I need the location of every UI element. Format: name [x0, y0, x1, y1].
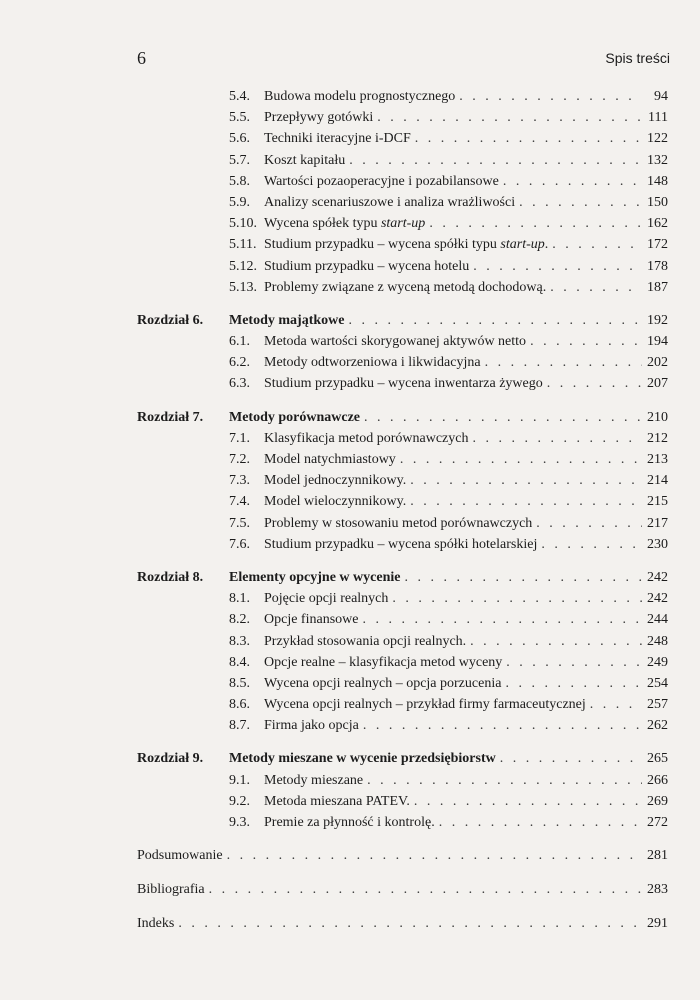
- entry-number: 5.6.: [229, 131, 250, 147]
- entry-number: 5.12.: [229, 258, 257, 274]
- dot-leader: [506, 652, 642, 673]
- chapter-heading[interactable]: [137, 407, 668, 428]
- entry-title: [264, 631, 466, 652]
- entry-number: 9.3.: [229, 815, 250, 830]
- entry-title: [264, 791, 410, 812]
- entry-title: [264, 673, 501, 694]
- entry-page: 132: [647, 152, 668, 168]
- entry-page: 150: [647, 194, 668, 210]
- running-head: Spis treści: [605, 50, 670, 66]
- toc-entry[interactable]: [137, 694, 668, 715]
- entry-number: 5.8.: [229, 173, 250, 189]
- entry-title-text: Wartości pozaoperacyjne i pozabilansowe: [264, 173, 499, 189]
- dot-leader: [348, 310, 642, 331]
- entry-title-text: Techniki iteracyjne i-DCF: [264, 131, 411, 147]
- entry-number: 6.3.: [229, 376, 250, 392]
- entry-number: 7.1.: [229, 430, 250, 446]
- dot-leader: [227, 845, 642, 867]
- dot-leader: [530, 331, 642, 352]
- entry-page: 111: [648, 110, 668, 126]
- table-of-contents: [137, 86, 668, 947]
- back-matter-title: Podsumowanie: [137, 848, 223, 864]
- toc-entry[interactable]: [137, 234, 668, 255]
- dot-leader: [590, 694, 642, 715]
- entry-title-text: Analizy scenariuszowe i analiza wrażliwości: [264, 194, 516, 210]
- toc-entry[interactable]: [137, 609, 668, 630]
- entry-page: 242: [647, 591, 668, 607]
- toc-entry[interactable]: [137, 470, 668, 491]
- chapter-page: 242: [647, 569, 668, 585]
- dot-leader: [349, 150, 642, 171]
- entry-title: [264, 609, 358, 630]
- dot-leader: [415, 128, 642, 149]
- toc-entry[interactable]: [137, 331, 668, 352]
- page-number: 6: [137, 48, 146, 68]
- entry-page: 249: [647, 654, 668, 670]
- entry-title-text: Klasyfikacja metod porównawczych: [264, 430, 469, 446]
- chapter-label: Rozdział 7.: [137, 409, 204, 425]
- entry-number: 5.11.: [229, 237, 257, 253]
- entry-title-text: Metoda wartości skorygowanej aktywów netto: [264, 334, 527, 350]
- chapter-block: [137, 310, 668, 395]
- dot-leader: [404, 567, 642, 588]
- entry-page: 122: [647, 131, 668, 147]
- entry-title-text: Studium przypadku – wycena spółki hotelarskiej: [264, 536, 538, 552]
- entry-title-text: Przepływy gotówki: [264, 110, 374, 126]
- dot-leader: [536, 513, 642, 534]
- entry-number: 8.7.: [229, 718, 250, 734]
- entry-title-text: Opcje finansowe: [264, 612, 359, 628]
- entry-page: 254: [647, 675, 668, 691]
- entry-title: [264, 694, 586, 715]
- dot-leader: [552, 234, 642, 255]
- entry-title: [264, 150, 345, 171]
- entry-title-text: Studium przypadku – wycena inwentarza żywego: [264, 376, 543, 392]
- toc-entry[interactable]: [137, 631, 668, 652]
- chapter-page: 210: [647, 409, 668, 425]
- dot-leader: [410, 491, 642, 512]
- entry-number: 7.6.: [229, 536, 250, 552]
- dot-leader: [519, 192, 642, 213]
- back-matter-title: Bibliografia: [137, 882, 205, 898]
- entry-title: [264, 352, 481, 373]
- entry-title-text: Premie za płynność i kontrolę: [264, 815, 432, 830]
- dot-leader: [178, 913, 642, 935]
- dot-leader: [550, 277, 642, 298]
- entry-title-suffix: .: [402, 473, 407, 489]
- chapter-block: [137, 567, 668, 737]
- entry-title-text: Model natychmiastowy: [264, 452, 396, 467]
- entry-number: 7.3.: [229, 473, 250, 489]
- toc-entry[interactable]: [137, 277, 668, 298]
- chapter-page: 192: [647, 312, 668, 328]
- dot-leader: [414, 791, 642, 812]
- entry-title-text: Model wieloczynnikowy: [264, 494, 403, 510]
- entry-number: 5.13.: [229, 279, 257, 295]
- entry-number: 5.9.: [229, 194, 250, 210]
- back-matter-entry[interactable]: [137, 845, 668, 867]
- dot-leader: [364, 407, 642, 428]
- dot-leader: [541, 534, 642, 555]
- entry-number: 8.6.: [229, 697, 250, 713]
- entry-page: 187: [647, 279, 668, 295]
- toc-entry[interactable]: [137, 491, 668, 512]
- entry-title: [264, 192, 515, 213]
- entry-title: [264, 770, 363, 791]
- entry-title-italic: start-up: [380, 216, 426, 232]
- chapter-block: [137, 86, 668, 298]
- dot-leader: [505, 673, 642, 694]
- dot-leader: [363, 715, 642, 736]
- chapter-label: Rozdział 9.: [137, 751, 204, 767]
- dot-leader: [485, 352, 642, 373]
- entry-page: 248: [647, 633, 668, 649]
- entry-number: 5.4.: [229, 89, 250, 104]
- dot-leader: [503, 171, 642, 192]
- toc-entry[interactable]: [137, 791, 668, 812]
- entry-page: 230: [647, 536, 668, 552]
- entry-page: 162: [647, 216, 668, 232]
- entry-title-suffix: .: [406, 793, 410, 809]
- toc-entry[interactable]: [137, 150, 668, 171]
- entry-title-suffix: .: [402, 494, 407, 510]
- back-matter-block: [137, 879, 668, 901]
- entry-title-text: Koszt kapitału: [264, 152, 346, 168]
- back-matter-page: 291: [647, 916, 668, 932]
- toc-entry[interactable]: [137, 171, 668, 192]
- entry-title: [264, 449, 396, 470]
- entry-title: [264, 652, 502, 673]
- chapter-label: Rozdział 8.: [137, 569, 204, 585]
- entry-title-text: Wycena spółek typu: [264, 216, 381, 232]
- back-matter-block: [137, 913, 668, 935]
- entry-title-text: Model jednoczynnikowy: [264, 473, 403, 489]
- dot-leader: [367, 770, 642, 791]
- toc-entry[interactable]: [137, 352, 668, 373]
- chapter-heading[interactable]: [137, 748, 668, 769]
- toc-entry[interactable]: [137, 86, 668, 107]
- entry-page: 244: [647, 612, 668, 628]
- toc-entry[interactable]: [137, 812, 668, 833]
- entry-title: [264, 428, 468, 449]
- entry-page: 262: [647, 718, 668, 734]
- entry-title: [264, 107, 373, 128]
- entry-title-text: Wycena opcji realnych – przykład firmy farmaceutycznej: [264, 697, 586, 713]
- dot-leader: [377, 107, 642, 128]
- dot-leader: [362, 609, 642, 630]
- dot-leader: [472, 428, 642, 449]
- entry-title-text: Metoda mieszana PATEV: [264, 793, 407, 809]
- entry-page: 214: [647, 473, 668, 489]
- dot-leader: [400, 449, 642, 470]
- entry-page: 272: [647, 815, 668, 830]
- entry-title-text: Metody mieszane: [264, 772, 364, 788]
- entry-title: [264, 588, 388, 609]
- entry-title-text: Budowa modelu prognostycznego: [264, 89, 456, 104]
- entry-number: 8.5.: [229, 675, 250, 691]
- entry-page: 266: [647, 772, 668, 788]
- entry-page: 194: [647, 334, 668, 350]
- entry-page: 202: [647, 355, 668, 371]
- entry-title-text: Opcje realne – klasyfikacja metod wyceny: [264, 654, 503, 670]
- chapter-block: [137, 748, 668, 833]
- chapter-title: Elementy opcyjne w wycenie: [229, 569, 401, 585]
- toc-entry[interactable]: [137, 534, 668, 555]
- entry-number: 8.1.: [229, 591, 250, 607]
- dot-leader: [500, 748, 642, 769]
- toc-entry[interactable]: [137, 673, 668, 694]
- chapter-page: 265: [647, 751, 668, 767]
- entry-title-italic: start-up: [500, 237, 545, 253]
- entry-title: [264, 331, 526, 352]
- entry-number: 5.7.: [229, 152, 250, 168]
- toc-entry[interactable]: [137, 373, 668, 394]
- entry-number: 7.2.: [229, 452, 250, 467]
- dot-leader: [470, 631, 642, 652]
- entry-page: 212: [647, 430, 668, 446]
- entry-number: 6.1.: [229, 334, 250, 350]
- toc-entry[interactable]: [137, 213, 668, 234]
- entry-page: 215: [647, 494, 668, 510]
- entry-page: 213: [647, 452, 668, 467]
- entry-title-text: Metody odtworzeniowa i likwidacyjna: [264, 355, 481, 371]
- entry-title: [264, 213, 425, 234]
- entry-title: [264, 86, 455, 107]
- entry-title: [264, 491, 406, 512]
- toc-entry[interactable]: [137, 107, 668, 128]
- chapter-title: Metody mieszane w wycenie przedsiębiorstw: [229, 751, 496, 767]
- toc-entry[interactable]: [137, 428, 668, 449]
- toc-entry[interactable]: [137, 770, 668, 791]
- chapter-heading[interactable]: [137, 310, 668, 331]
- entry-title: [264, 812, 435, 833]
- toc-entry[interactable]: [137, 513, 668, 534]
- entry-title-text: Wycena opcji realnych – opcja porzucenia: [264, 675, 502, 691]
- entry-number: 8.3.: [229, 633, 250, 649]
- entry-title-suffix: .: [462, 633, 467, 649]
- entry-number: 6.2.: [229, 355, 250, 371]
- dot-leader: [439, 812, 642, 833]
- toc-entry[interactable]: [137, 652, 668, 673]
- entry-title: [264, 256, 469, 277]
- entry-number: 8.2.: [229, 612, 250, 628]
- entry-title: [264, 513, 532, 534]
- entry-title-suffix: .: [542, 279, 547, 295]
- dot-leader: [209, 879, 642, 901]
- dot-leader: [459, 86, 642, 107]
- entry-title-text: Problemy związane z wyceną metodą dochodową: [264, 279, 543, 295]
- dot-leader: [429, 213, 642, 234]
- back-matter-title: Indeks: [137, 916, 175, 932]
- entry-title: [264, 534, 537, 555]
- entry-title: [264, 171, 499, 192]
- toc-entry[interactable]: [137, 192, 668, 213]
- entry-page: 269: [647, 793, 668, 809]
- entry-page: 207: [647, 376, 668, 392]
- entry-number: 8.4.: [229, 654, 250, 670]
- entry-title: [264, 234, 548, 255]
- entry-title-text: Firma jako opcja: [264, 718, 359, 734]
- toc-entry[interactable]: [137, 588, 668, 609]
- entry-title-suffix: .: [544, 237, 549, 253]
- entry-page: 172: [647, 237, 668, 253]
- chapter-title: Metody porównawcze: [229, 409, 361, 425]
- entry-number: 5.10.: [229, 216, 257, 232]
- chapter-title: Metody majątkowe: [229, 312, 345, 328]
- back-matter-page: 283: [647, 882, 668, 898]
- toc-entry[interactable]: [137, 128, 668, 149]
- dot-leader: [392, 588, 642, 609]
- entry-title: [264, 715, 359, 736]
- back-matter-entry[interactable]: [137, 913, 668, 935]
- entry-page: 148: [647, 173, 668, 189]
- dot-leader: [473, 256, 642, 277]
- entry-title-text: Studium przypadku – wycena spółki typu: [264, 237, 501, 253]
- entry-title-text: Problemy w stosowaniu metod porównawczych: [264, 515, 533, 531]
- entry-number: 9.1.: [229, 772, 250, 788]
- entry-page: 257: [647, 697, 668, 713]
- toc-entry[interactable]: [137, 449, 668, 470]
- chapter-heading[interactable]: [137, 567, 668, 588]
- entry-title-text: Pojęcie opcji realnych: [264, 591, 389, 607]
- entry-page: 178: [647, 258, 668, 274]
- entry-title-text: Studium przypadku – wycena hotelu: [264, 258, 470, 274]
- dot-leader: [410, 470, 642, 491]
- entry-number: 7.4.: [229, 494, 250, 510]
- entry-number: 7.5.: [229, 515, 250, 531]
- dot-leader: [547, 373, 642, 394]
- toc-entry[interactable]: [137, 256, 668, 277]
- entry-title: [264, 373, 543, 394]
- entry-number: 5.5.: [229, 110, 250, 126]
- toc-entry[interactable]: [137, 715, 668, 736]
- entry-number: 9.2.: [229, 793, 250, 809]
- entry-title-suffix: .: [431, 815, 435, 830]
- chapter-label: Rozdział 6.: [137, 312, 204, 328]
- entry-title: [264, 277, 546, 298]
- entry-page: 94: [654, 89, 668, 104]
- chapter-block: [137, 407, 668, 555]
- back-matter-block: [137, 845, 668, 867]
- entry-title-text: Przykład stosowania opcji realnych: [264, 633, 463, 649]
- back-matter-page: 281: [647, 848, 668, 864]
- entry-page: 217: [647, 515, 668, 531]
- back-matter-entry[interactable]: [137, 879, 668, 901]
- entry-title: [264, 128, 411, 149]
- entry-title: [264, 470, 406, 491]
